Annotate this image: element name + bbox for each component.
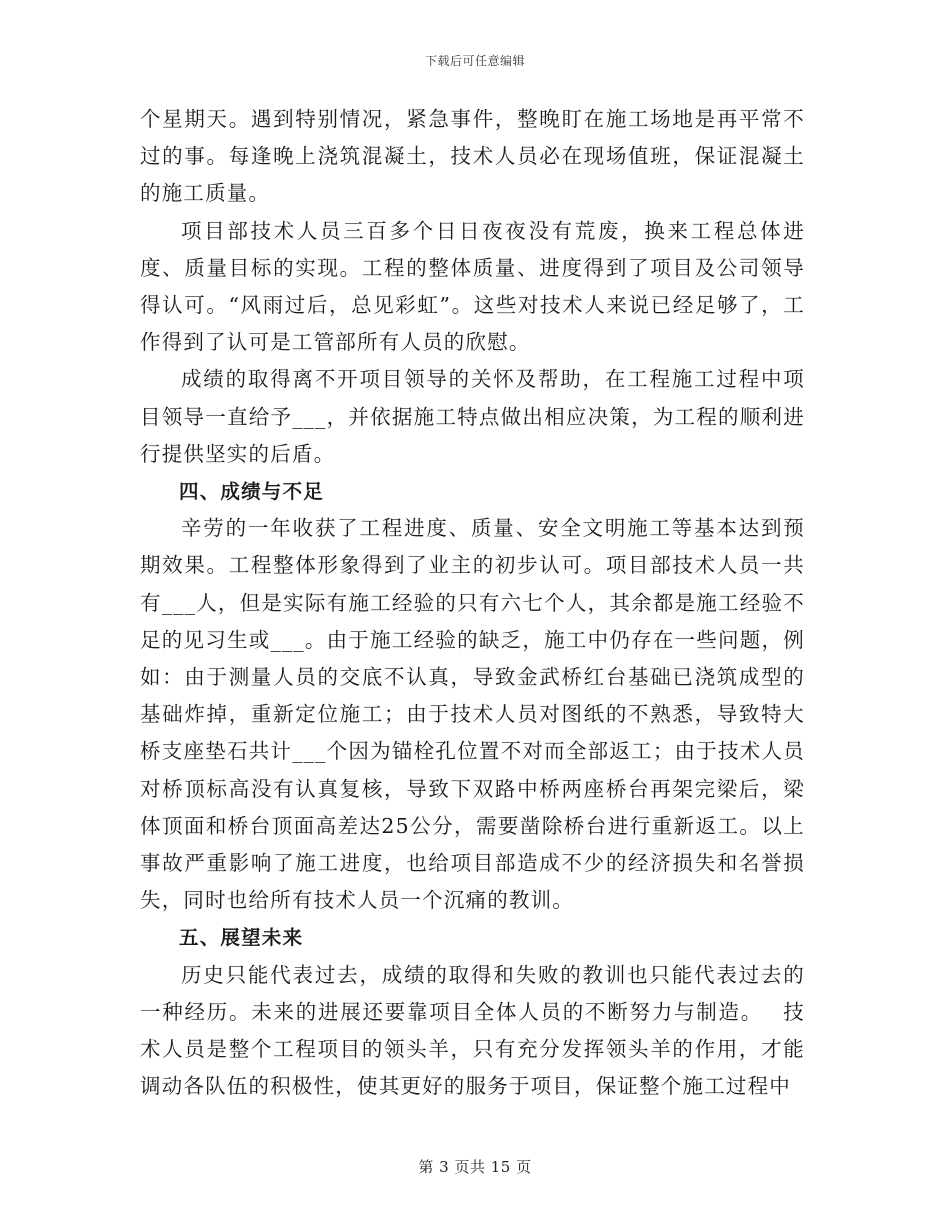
document-body	[140, 101, 805, 1105]
page-number: 第 3 页共 15 页	[418, 1158, 532, 1176]
paragraph-outlook: 历史只能代表过去，成绩的取得和失败的教训也只能代表过去的一种经历。未来的进展还要靠项目全体人员的不断努力与制造。 技术人员是整个工程项目的领头羊，只有充分发挥领头羊的作用，才能调动各队伍的积极性，使其更好的服务于项目，保证整个施工过程中	[140, 962, 805, 1099]
page-header: 下载后可任意编辑	[424, 54, 525, 68]
section-heading-outlook: 五、展望未来	[179, 926, 304, 950]
paragraph-achievements: 辛劳的一年收获了工程进度、质量、安全文明施工等基本达到预期效果。工程整体形象得到了业主的初步认可。项目部技术人员一共有___人，但是实际有施工经验的只有六七个人，其余都是施工经验不足的见习生或___。由于施工经验的缺乏，施工中仍存在一些问题，例如：由于测量人员的交底不认真，导致金武桥红台基础已浇筑成型的基础炸掉，重新定位施工；由于技术人员对图纸的不熟悉，导致特大桥支座垫石共计___个因为锚栓孔位置不对而全部返工；由于技术人员对桥顶标高没有认真复核，导致下双路中桥两座桥台再架完梁后，梁体顶面和桥台顶面高差达25公分，需要凿除桥台进行重新返工。以上事故严重影响了施工进度，也给项目部造成不少的经济损失和名誉损失，同时也给所有技术人员一个沉痛的教训。	[140, 516, 805, 913]
section-heading-achievements: 四、成绩与不足	[179, 480, 324, 504]
paragraph-leadership: 成绩的取得离不开项目领导的关怀及帮助，在工程施工过程中项目领导一直给予___，并依据施工特点做出相应决策，为工程的顺利进行提供坚实的后盾。	[140, 367, 805, 466]
paragraph-progress: 项目部技术人员三百多个日日夜夜没有荒废，换来工程总体进度、质量目标的实现。工程的整体质量、进度得到了项目及公司领导得认可。“风雨过后，总见彩虹”。这些对技术人来说已经足够了，工作得到了认可是工管部所有人员的欣慰。	[140, 218, 805, 355]
paragraph-continuation: 个星期天。遇到特别情况，紧急事件，整晚盯在施工场地是再平常不过的事。每逢晚上浇筑混凝土，技术人员必在现场值班，保证混凝土的施工质量。	[140, 107, 805, 206]
